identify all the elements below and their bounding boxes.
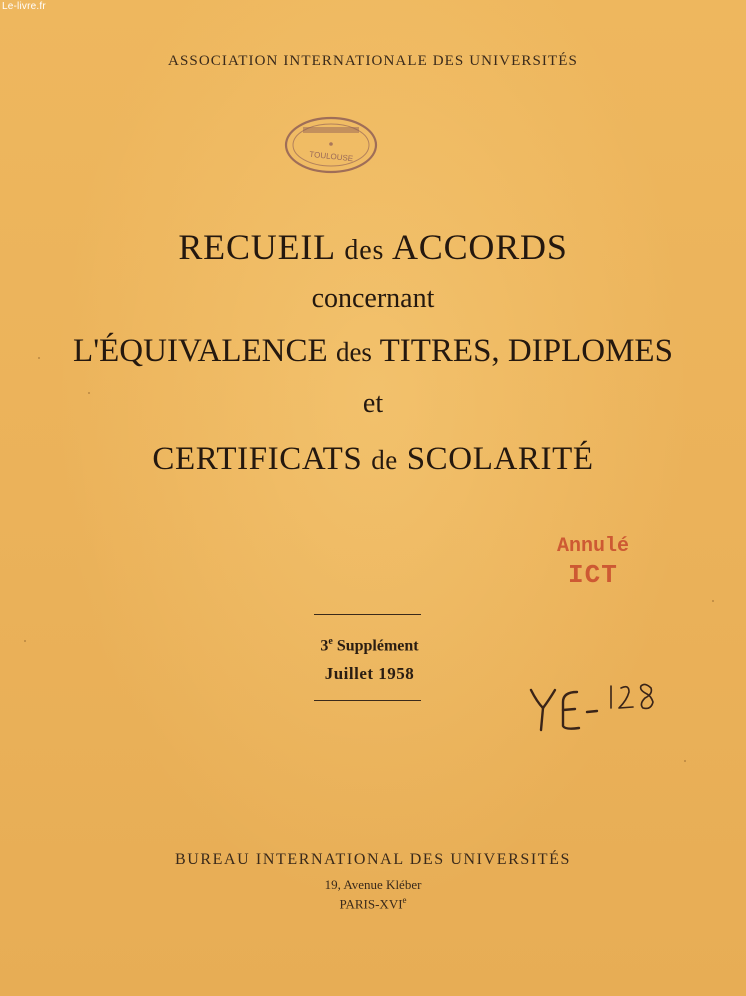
supplement-label xyxy=(312,636,427,655)
supplement-number: 3 xyxy=(320,637,329,655)
divider-top xyxy=(314,614,421,615)
publisher-city xyxy=(0,895,746,912)
supplement-ordinal: e xyxy=(328,636,333,647)
cancel-stamp-line-1: Annulé xyxy=(557,535,630,558)
title-line-3 xyxy=(0,333,746,370)
title-titres-diplomes: TITRES, DIPLOMES xyxy=(379,333,673,369)
publisher-city-base: PARIS-XVI xyxy=(339,896,403,912)
paper-speck xyxy=(684,760,686,762)
title-des-2: des xyxy=(335,337,372,367)
title-accords: ACCORDS xyxy=(391,227,568,267)
svg-text:TOULOUSE: TOULOUSE xyxy=(308,149,354,164)
shelfmark-handwriting-icon xyxy=(525,678,665,738)
title-equivalence: L'ÉQUIVALENCE xyxy=(73,333,328,369)
site-watermark: Le-livre.fr xyxy=(2,1,46,12)
supplement-word: Supplément xyxy=(336,637,419,655)
paper-speck xyxy=(712,600,714,602)
title-line-4: et xyxy=(362,388,384,419)
divider-bottom xyxy=(314,700,421,701)
title-scolarite: SCOLARITÉ xyxy=(406,441,594,477)
paper-speck xyxy=(24,640,26,642)
title-line-5 xyxy=(0,441,746,478)
title-de: de xyxy=(371,445,398,475)
title-line-1 xyxy=(0,226,746,268)
publisher-city-ordinal: e xyxy=(402,895,407,905)
title-line-2: concernant xyxy=(311,283,435,314)
publisher-street: 19, Avenue Kléber xyxy=(324,877,422,892)
title-des: des xyxy=(344,235,385,266)
paper-speck xyxy=(38,357,40,359)
library-stamp-icon xyxy=(283,114,379,176)
title-recueil: RECUEIL xyxy=(178,227,335,267)
title-certificats: CERTIFICATS xyxy=(152,441,363,477)
supplement-date: Juillet 1958 xyxy=(324,664,415,683)
association-header: ASSOCIATION INTERNATIONALE DES UNIVERSITÉS xyxy=(168,53,578,69)
paper-speck xyxy=(88,392,90,394)
publisher-name: BUREAU INTERNATIONAL DES UNIVERSITÉS xyxy=(174,851,572,868)
cancel-stamp-line-2: ICT xyxy=(568,560,618,590)
